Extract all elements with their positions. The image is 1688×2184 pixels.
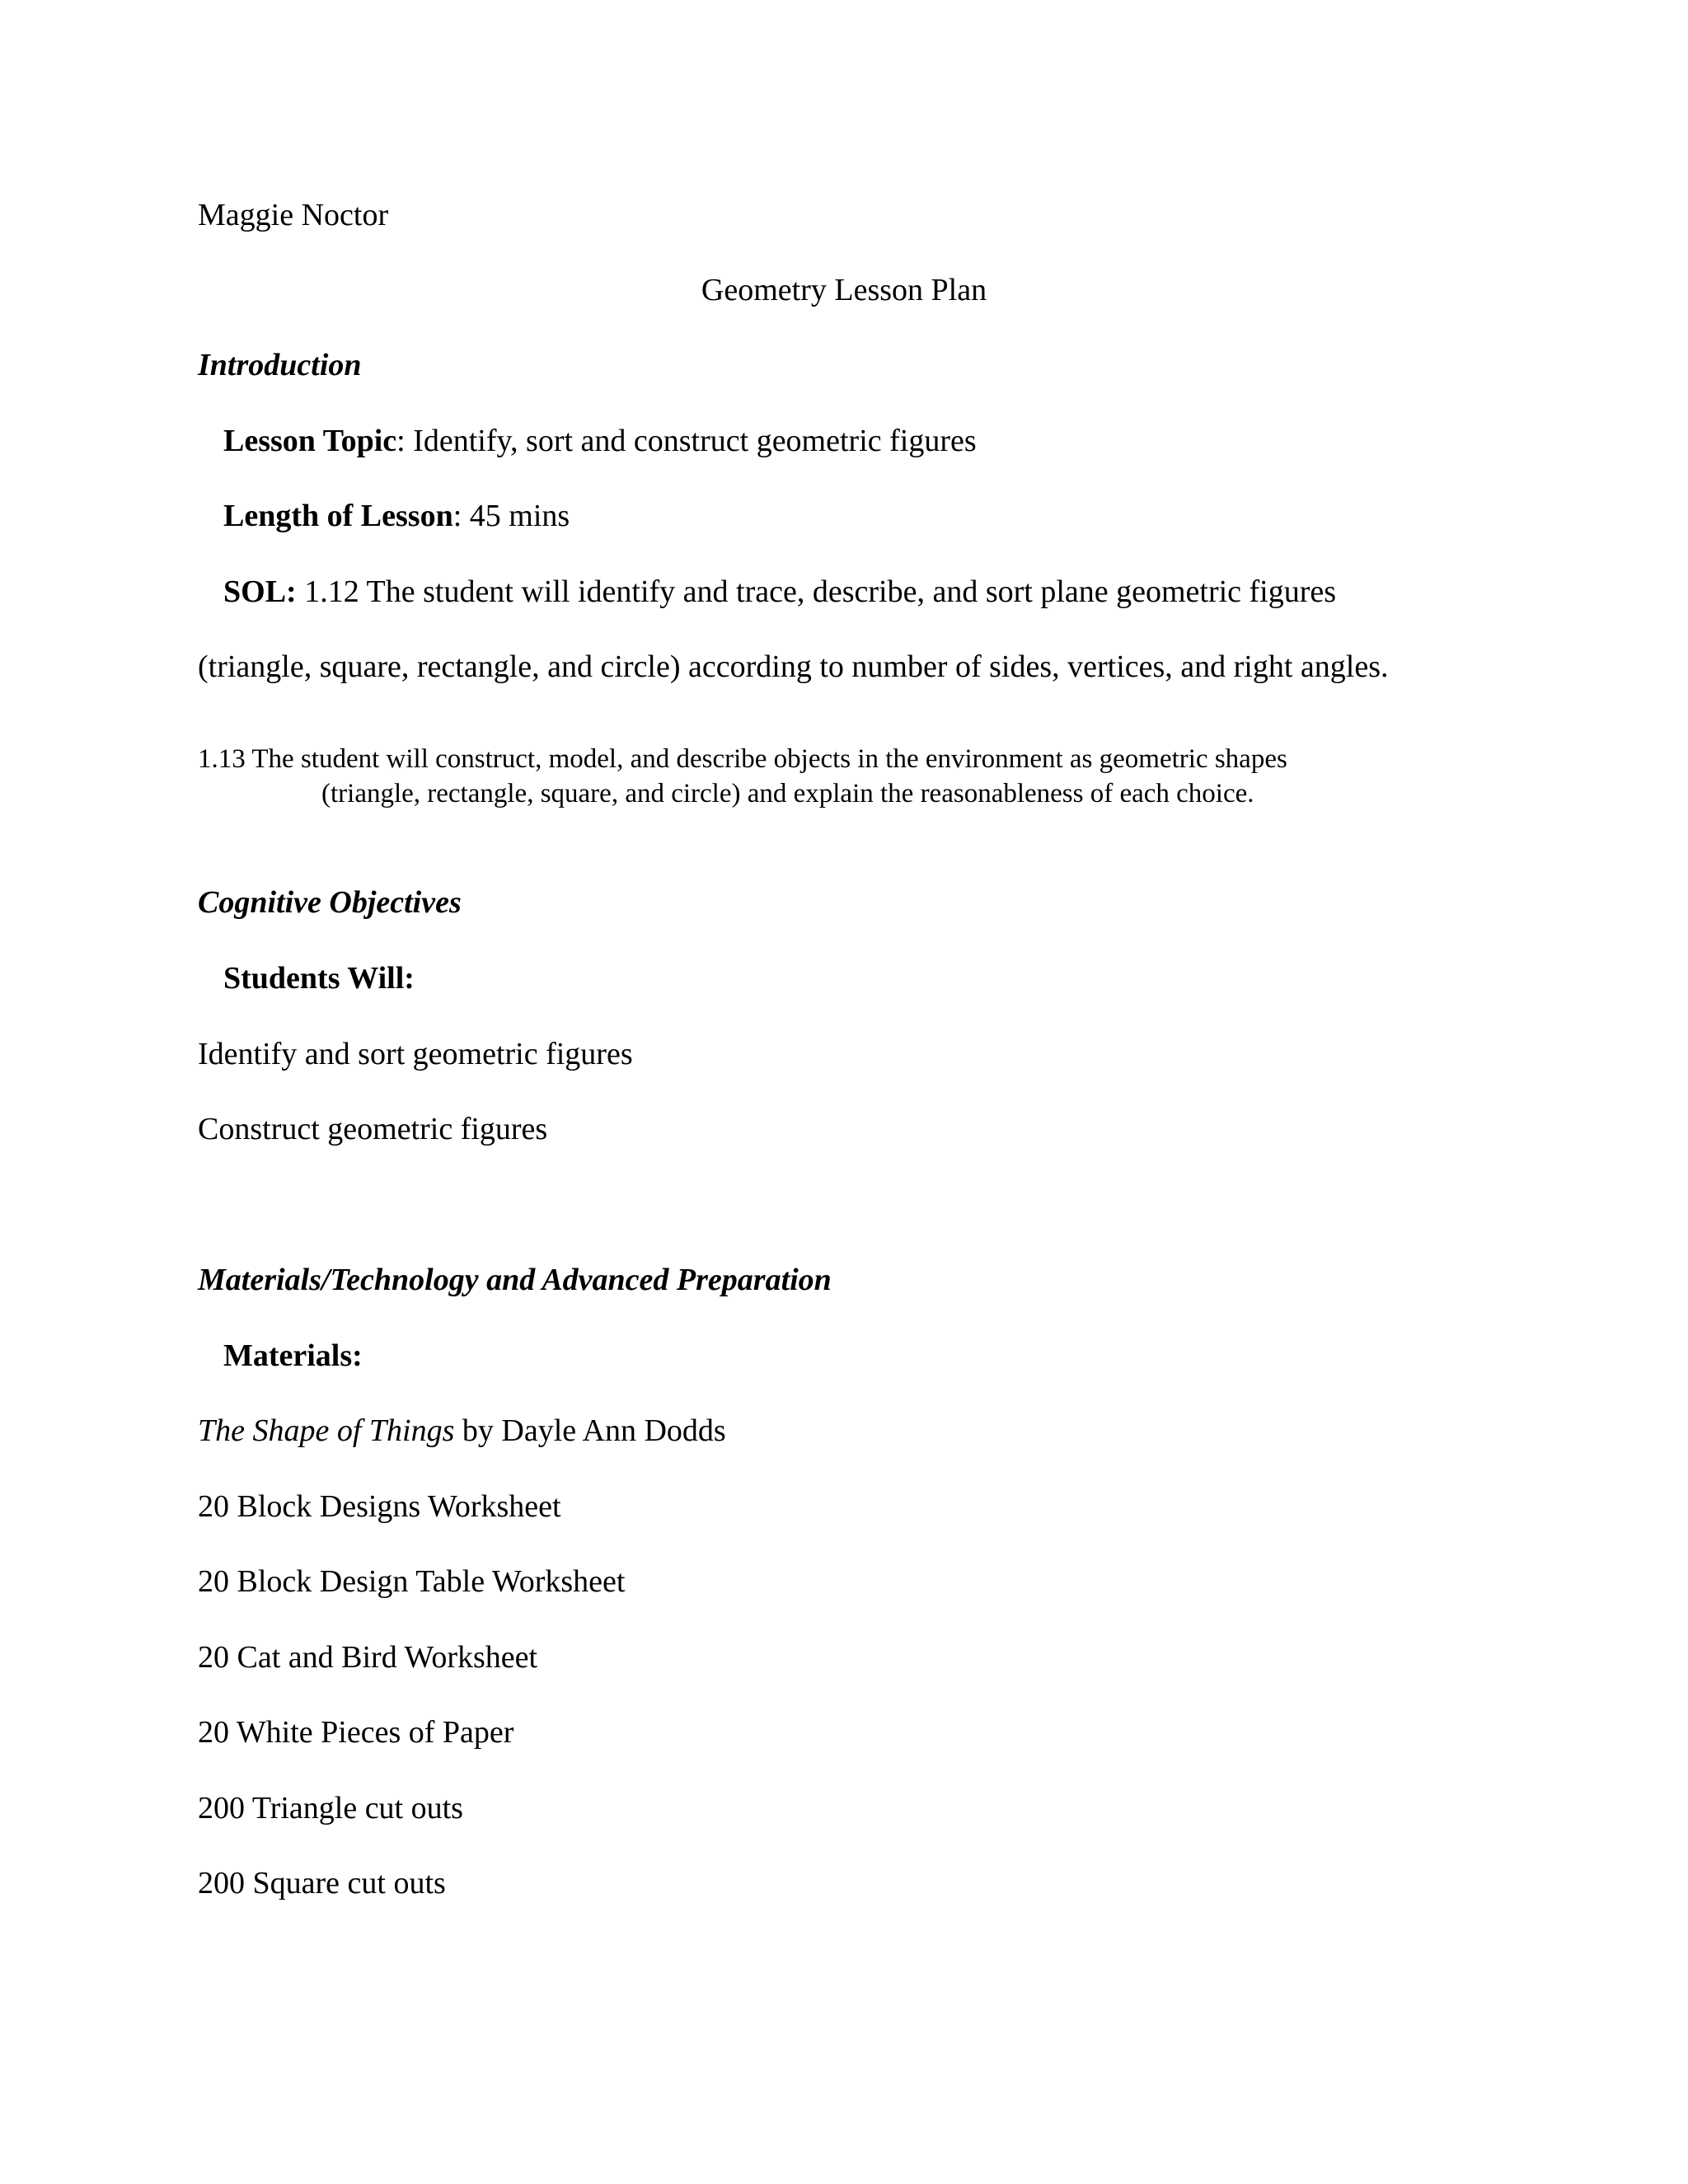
author-name: Maggie Noctor (198, 198, 389, 232)
book-line (198, 1412, 726, 1450)
lesson-length-value: : 45 mins (452, 499, 570, 533)
sol-1-12-line1: 1.12 The student will identify and trace, describe, and sort plane geometric figures (296, 574, 1337, 609)
lesson-length-label: Length of Lesson (223, 499, 453, 533)
students-will-label: Students Will: (223, 961, 415, 996)
sol-1-13-line2: (triangle, rectangle, square, and circle) and explain the reasonableness of each choice. (321, 779, 1254, 808)
material-item: 20 Cat and Bird Worksheet (198, 1640, 538, 1675)
materials-heading: Materials/Technology and Advanced Preparation (198, 1263, 832, 1297)
cognitive-objectives-heading: Cognitive Objectives (198, 885, 462, 920)
introduction-heading: Introduction (198, 348, 362, 382)
material-item: 20 Block Designs Worksheet (198, 1489, 561, 1524)
book-title: The Shape of Things (198, 1413, 455, 1448)
sol-line (223, 573, 1336, 611)
objective-item: Construct geometric figures (198, 1112, 548, 1146)
sol-label: SOL: (223, 574, 297, 609)
material-item: 200 Triangle cut outs (198, 1791, 463, 1825)
material-item: 20 Block Design Table Worksheet (198, 1564, 626, 1599)
lesson-length-line (223, 497, 570, 535)
materials-label: Materials: (223, 1338, 363, 1373)
book-author: by Dayle Ann Dodds (454, 1413, 726, 1448)
lesson-topic-value: : Identify, sort and construct geometric figures (396, 424, 977, 458)
document-title: Geometry Lesson Plan (701, 273, 987, 307)
objective-item: Identify and sort geometric figures (198, 1037, 633, 1071)
material-item: 20 White Pieces of Paper (198, 1715, 514, 1750)
sol-1-13-line1: 1.13 The student will construct, model, and describe objects in the environment as geometric shapes (198, 744, 1287, 774)
lesson-topic-label: Lesson Topic (223, 424, 397, 458)
lesson-topic-line (223, 422, 977, 460)
sol-1-12-line2: (triangle, square, rectangle, and circle) according to number of sides, vertices, and right angles. (198, 649, 1389, 684)
material-item: 200 Square cut outs (198, 1866, 446, 1900)
